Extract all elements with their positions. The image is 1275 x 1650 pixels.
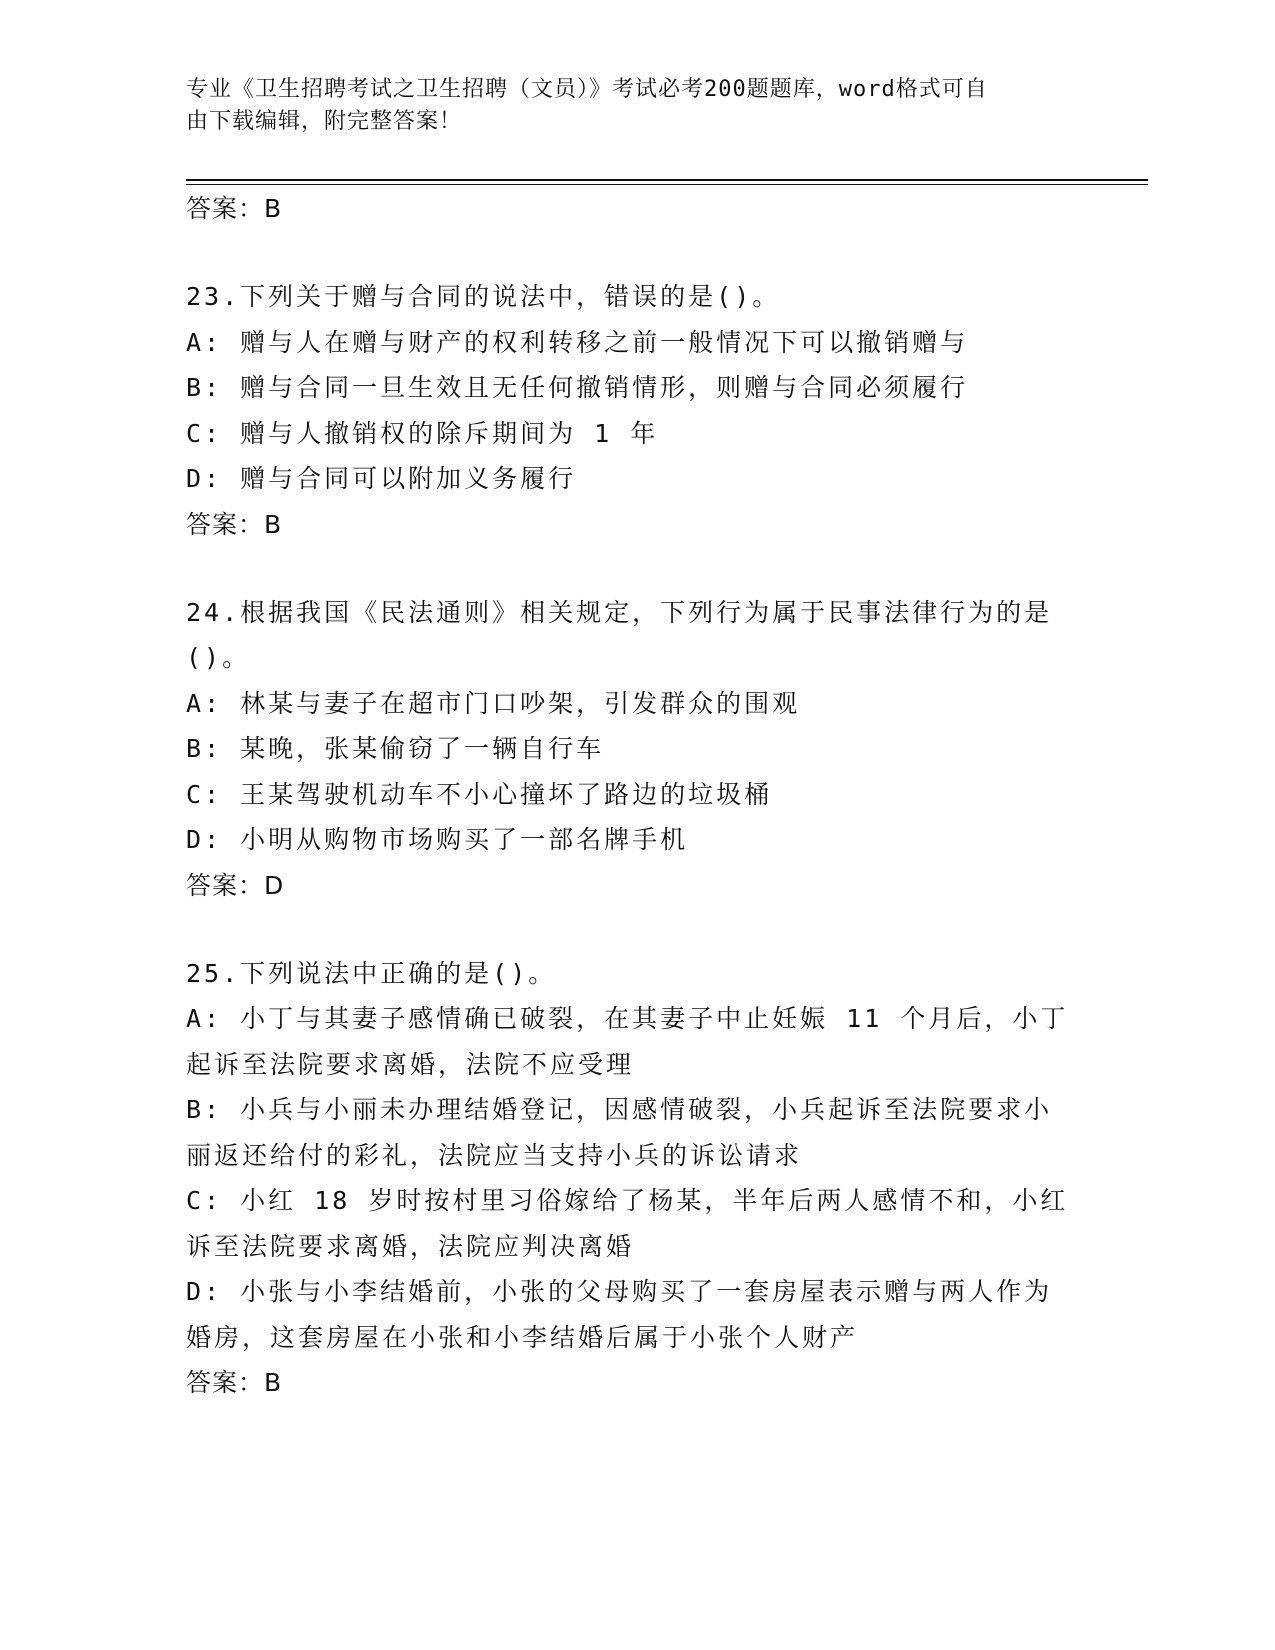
option-d: D: 赠与合同可以附加义务履行: [186, 464, 577, 493]
option-c-line-1: C: 小红 18 岁时按村里习俗嫁给了杨某，半年后两人感情不和，小红: [186, 1186, 1069, 1215]
option-c: C: 王某驾驶机动车不小心撞坏了路边的垃圾桶: [186, 779, 773, 809]
option-b-line-1: B: 小兵与小丽未办理结婚登记，因感情破裂，小兵起诉至法院要求小: [186, 1095, 1053, 1124]
option-a-line-1: A: 小丁与其妻子感情确已破裂，在其妻子中止妊娠 11 个月后，小丁: [186, 1004, 1069, 1033]
question-stem-line-2: ()。: [186, 643, 251, 672]
option-c-line-2: 诉至法院要求离婚，法院应判决离婚: [186, 1231, 635, 1261]
header-divider-thin: [186, 184, 1148, 185]
question-25: [186, 951, 1086, 1407]
header-title-line-2: 由下载编辑，附完整答案！: [186, 109, 463, 134]
question-23: [186, 274, 1086, 548]
question-stem-line-1: 24.根据我国《民法通则》相关规定，下列行为属于民事法律行为的是: [186, 597, 1053, 627]
option-b: B: 赠与合同一旦生效且无任何撤销情形，则赠与合同必须履行: [186, 373, 969, 402]
option-d: D: 小明从购物市场购买了一部名牌手机: [186, 825, 689, 854]
header-divider-thick: [186, 179, 1148, 181]
question-stem: 23.下列关于赠与合同的说法中，错误的是()。: [186, 282, 781, 311]
document-header: [186, 74, 1066, 138]
question-answer: 答案：D: [186, 870, 285, 900]
option-a-line-2: 起诉至法院要求离婚，法院不应受理: [186, 1049, 635, 1079]
option-d-line-1: D: 小张与小李结婚前，小张的父母购买了一套房屋表示赠与两人作为: [186, 1277, 1053, 1306]
question-answer: 答案：B: [186, 1368, 283, 1397]
option-a: A: 赠与人在赠与财产的权利转移之前一般情况下可以撤销赠与: [186, 327, 969, 357]
option-d-line-2: 婚房，这套房屋在小张和小李结婚后属于小张个人财产: [186, 1322, 859, 1352]
question-answer: 答案：B: [186, 509, 283, 539]
previous-question-answer: 答案：B: [186, 194, 283, 223]
option-b-line-2: 丽返还给付的彩礼，法院应当支持小兵的诉讼请求: [186, 1140, 803, 1170]
option-a: A: 林某与妻子在超市门口吵架，引发群众的围观: [186, 688, 801, 718]
option-c: C: 赠与人撤销权的除斥期间为 1 年: [186, 418, 659, 448]
header-title-line-1: 专业《卫生招聘考试之卫生招聘（文员）》考试必考200题题库，word格式可自: [186, 77, 988, 102]
option-b: B: 某晚，张某偷窃了一辆自行车: [186, 734, 605, 763]
question-24: [186, 590, 1086, 909]
question-list: [186, 186, 1086, 1406]
question-stem: 25.下列说法中正确的是()。: [186, 958, 557, 988]
